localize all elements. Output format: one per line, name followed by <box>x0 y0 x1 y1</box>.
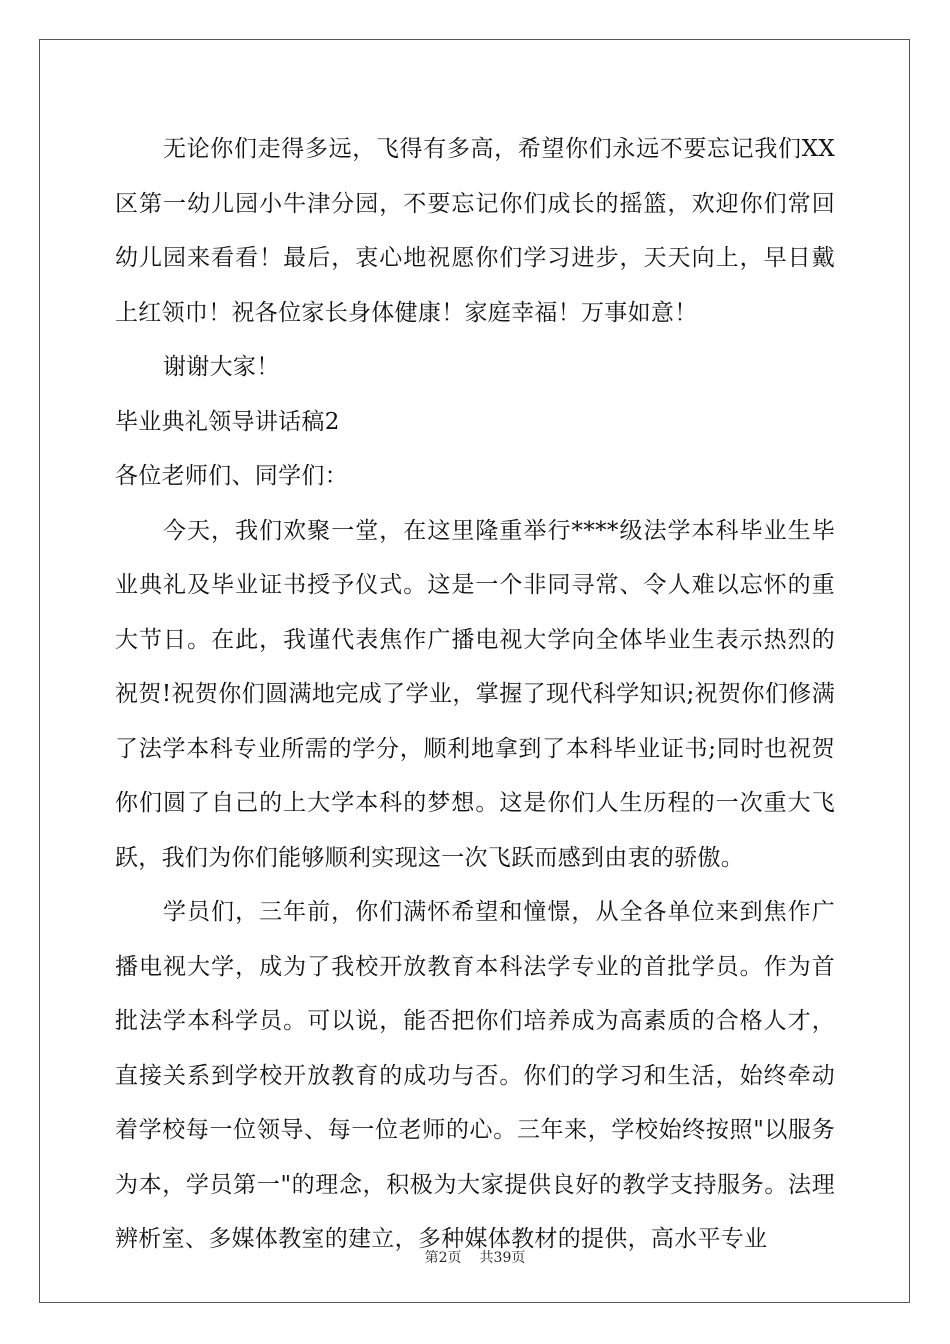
paragraph-ceremony: 今天，我们欢聚一堂，在这里隆重举行****级法学本科毕业生毕业典礼及毕业证书授予仪式。这是一个非同寻常、令人难以忘怀的重大节日。在此，我谨代表焦作广播电视大学向全体毕业生表示热烈的祝贺!祝贺你们圆满地完成了学业，掌握了现代科学知识;祝贺你们修满了法学本科专业所需的学分，顺利地拿到了本科毕业证书;同时也祝贺你们圆了自己的上大学本科的梦想。这是你们人生历程的一次重大飞跃，我们为你们能够顺利实现这一次飞跃而感到由衷的骄傲。 <box>115 517 835 871</box>
paragraph-thanks: 谢谢大家！ <box>163 354 280 380</box>
page-footer <box>0 1247 950 1267</box>
page-number: 第2页 <box>424 1250 462 1266</box>
section-heading: 毕业典礼领导讲话稿2 <box>115 408 340 435</box>
paragraph-students: 学员们，三年前，你们满怀希望和憧憬，从全各单位来到焦作广播电视大学，成为了我校开放教育本科法学专业的首批学员。作为首批法学本科学员。可以说，能否把你们培养成为高素质的合格人才，直接关系到学校开放教育的成功与否。你们的学习和生活，始终牵动着学校每一位领导、每一位老师的心。三年来，学校始终按照"以服务为本，学员第一"的理念，积极为大家提供良好的教学支持服务。法理辨析室、多媒体教室的建立，多种媒体教材的提供，高水平专业 <box>115 899 835 1252</box>
total-pages: 共39页 <box>479 1250 526 1266</box>
salutation: 各位老师们、同学们： <box>115 463 348 489</box>
paragraph-closing-wishes: 无论你们走得多远，飞得有多高，希望你们永远不要忘记我们XX区第一幼儿园小牛津分园，不要忘记你们成长的摇篮，欢迎你们常回幼儿园来看看！最后，衷心地祝愿你们学习进步，天天向上，早日戴上红领巾！祝各位家长身体健康！家庭幸福！万事如意！ <box>115 136 835 326</box>
document-body <box>115 122 835 1267</box>
